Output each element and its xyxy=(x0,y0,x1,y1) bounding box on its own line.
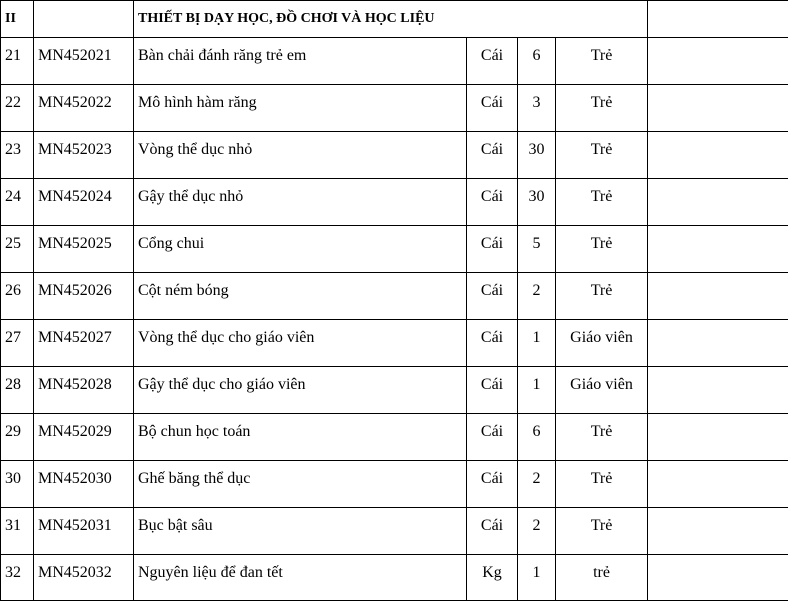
item-target: Trẻ xyxy=(556,414,648,461)
item-name: Vòng thể dục nhỏ xyxy=(134,132,467,179)
row-number: 21 xyxy=(1,38,34,85)
item-code: MN452025 xyxy=(34,226,134,273)
extra-cell xyxy=(648,132,788,179)
section-header-row xyxy=(1,1,788,38)
item-code: MN452029 xyxy=(34,414,134,461)
extra-cell xyxy=(648,508,788,555)
extra-cell xyxy=(648,226,788,273)
row-number: 31 xyxy=(1,508,34,555)
item-name: Bộ chun học toán xyxy=(134,414,467,461)
table-row xyxy=(1,461,788,508)
extra-cell xyxy=(648,461,788,508)
item-target: Trẻ xyxy=(556,38,648,85)
item-code: MN452026 xyxy=(34,273,134,320)
extra-cell xyxy=(648,273,788,320)
item-unit: Cái xyxy=(467,367,518,414)
item-quantity: 2 xyxy=(518,508,556,555)
extra-cell xyxy=(648,179,788,226)
item-target: Trẻ xyxy=(556,273,648,320)
item-target: Trẻ xyxy=(556,226,648,273)
item-name: Cổng chui xyxy=(134,226,467,273)
item-quantity: 6 xyxy=(518,38,556,85)
item-name: Gậy thể dục cho giáo viên xyxy=(134,367,467,414)
item-unit: Cái xyxy=(467,461,518,508)
item-target: Trẻ xyxy=(556,132,648,179)
item-quantity: 2 xyxy=(518,273,556,320)
extra-cell xyxy=(648,555,788,601)
item-code: MN452030 xyxy=(34,461,134,508)
item-quantity: 6 xyxy=(518,414,556,461)
item-target: Giáo viên xyxy=(556,367,648,414)
item-unit: Cái xyxy=(467,226,518,273)
item-quantity: 30 xyxy=(518,132,556,179)
item-unit: Cái xyxy=(467,85,518,132)
extra-cell xyxy=(648,1,788,38)
table-row xyxy=(1,508,788,555)
item-unit: Cái xyxy=(467,179,518,226)
extra-cell xyxy=(648,85,788,132)
item-code: MN452023 xyxy=(34,132,134,179)
table-row xyxy=(1,414,788,461)
item-quantity: 1 xyxy=(518,320,556,367)
item-name: Mô hình hàm răng xyxy=(134,85,467,132)
item-quantity: 30 xyxy=(518,179,556,226)
item-target: Trẻ xyxy=(556,508,648,555)
table-row xyxy=(1,226,788,273)
row-number: 28 xyxy=(1,367,34,414)
item-name: Ghế băng thể dục xyxy=(134,461,467,508)
row-number: 22 xyxy=(1,85,34,132)
item-code: MN452028 xyxy=(34,367,134,414)
table-row xyxy=(1,132,788,179)
item-unit: Cái xyxy=(467,508,518,555)
table-row xyxy=(1,367,788,414)
item-code: MN452024 xyxy=(34,179,134,226)
row-number: 26 xyxy=(1,273,34,320)
item-quantity: 1 xyxy=(518,367,556,414)
row-number: 32 xyxy=(1,555,34,601)
section-title: THIẾT BỊ DẠY HỌC, ĐỒ CHƠI VÀ HỌC LIỆU xyxy=(134,1,648,38)
table-body xyxy=(1,1,788,601)
row-number: 27 xyxy=(1,320,34,367)
row-number: 25 xyxy=(1,226,34,273)
table-row xyxy=(1,179,788,226)
item-quantity: 1 xyxy=(518,555,556,601)
section-code-cell xyxy=(34,1,134,38)
item-target: Giáo viên xyxy=(556,320,648,367)
item-code: MN452022 xyxy=(34,85,134,132)
item-name: Nguyên liệu để đan tết xyxy=(134,555,467,601)
item-target: trẻ xyxy=(556,555,648,601)
item-target: Trẻ xyxy=(556,461,648,508)
extra-cell xyxy=(648,38,788,85)
item-name: Bục bật sâu xyxy=(134,508,467,555)
item-unit: Cái xyxy=(467,273,518,320)
item-quantity: 5 xyxy=(518,226,556,273)
item-code: MN452032 xyxy=(34,555,134,601)
item-unit: Cái xyxy=(467,320,518,367)
item-unit: Kg xyxy=(467,555,518,601)
item-name: Vòng thể dục cho giáo viên xyxy=(134,320,467,367)
table-row xyxy=(1,273,788,320)
item-name: Gậy thể dục nhỏ xyxy=(134,179,467,226)
item-code: MN452021 xyxy=(34,38,134,85)
row-number: 29 xyxy=(1,414,34,461)
row-number: 24 xyxy=(1,179,34,226)
row-number: 23 xyxy=(1,132,34,179)
table-row xyxy=(1,320,788,367)
item-unit: Cái xyxy=(467,414,518,461)
item-quantity: 3 xyxy=(518,85,556,132)
table-row xyxy=(1,38,788,85)
section-number: II xyxy=(1,1,34,38)
extra-cell xyxy=(648,367,788,414)
item-quantity: 2 xyxy=(518,461,556,508)
item-unit: Cái xyxy=(467,38,518,85)
item-code: MN452027 xyxy=(34,320,134,367)
row-number: 30 xyxy=(1,461,34,508)
item-name: Cột ném bóng xyxy=(134,273,467,320)
item-target: Trẻ xyxy=(556,85,648,132)
item-target: Trẻ xyxy=(556,179,648,226)
table-row xyxy=(1,555,788,601)
table-row xyxy=(1,85,788,132)
item-code: MN452031 xyxy=(34,508,134,555)
item-name: Bàn chải đánh răng trẻ em xyxy=(134,38,467,85)
extra-cell xyxy=(648,320,788,367)
item-unit: Cái xyxy=(467,132,518,179)
extra-cell xyxy=(648,414,788,461)
